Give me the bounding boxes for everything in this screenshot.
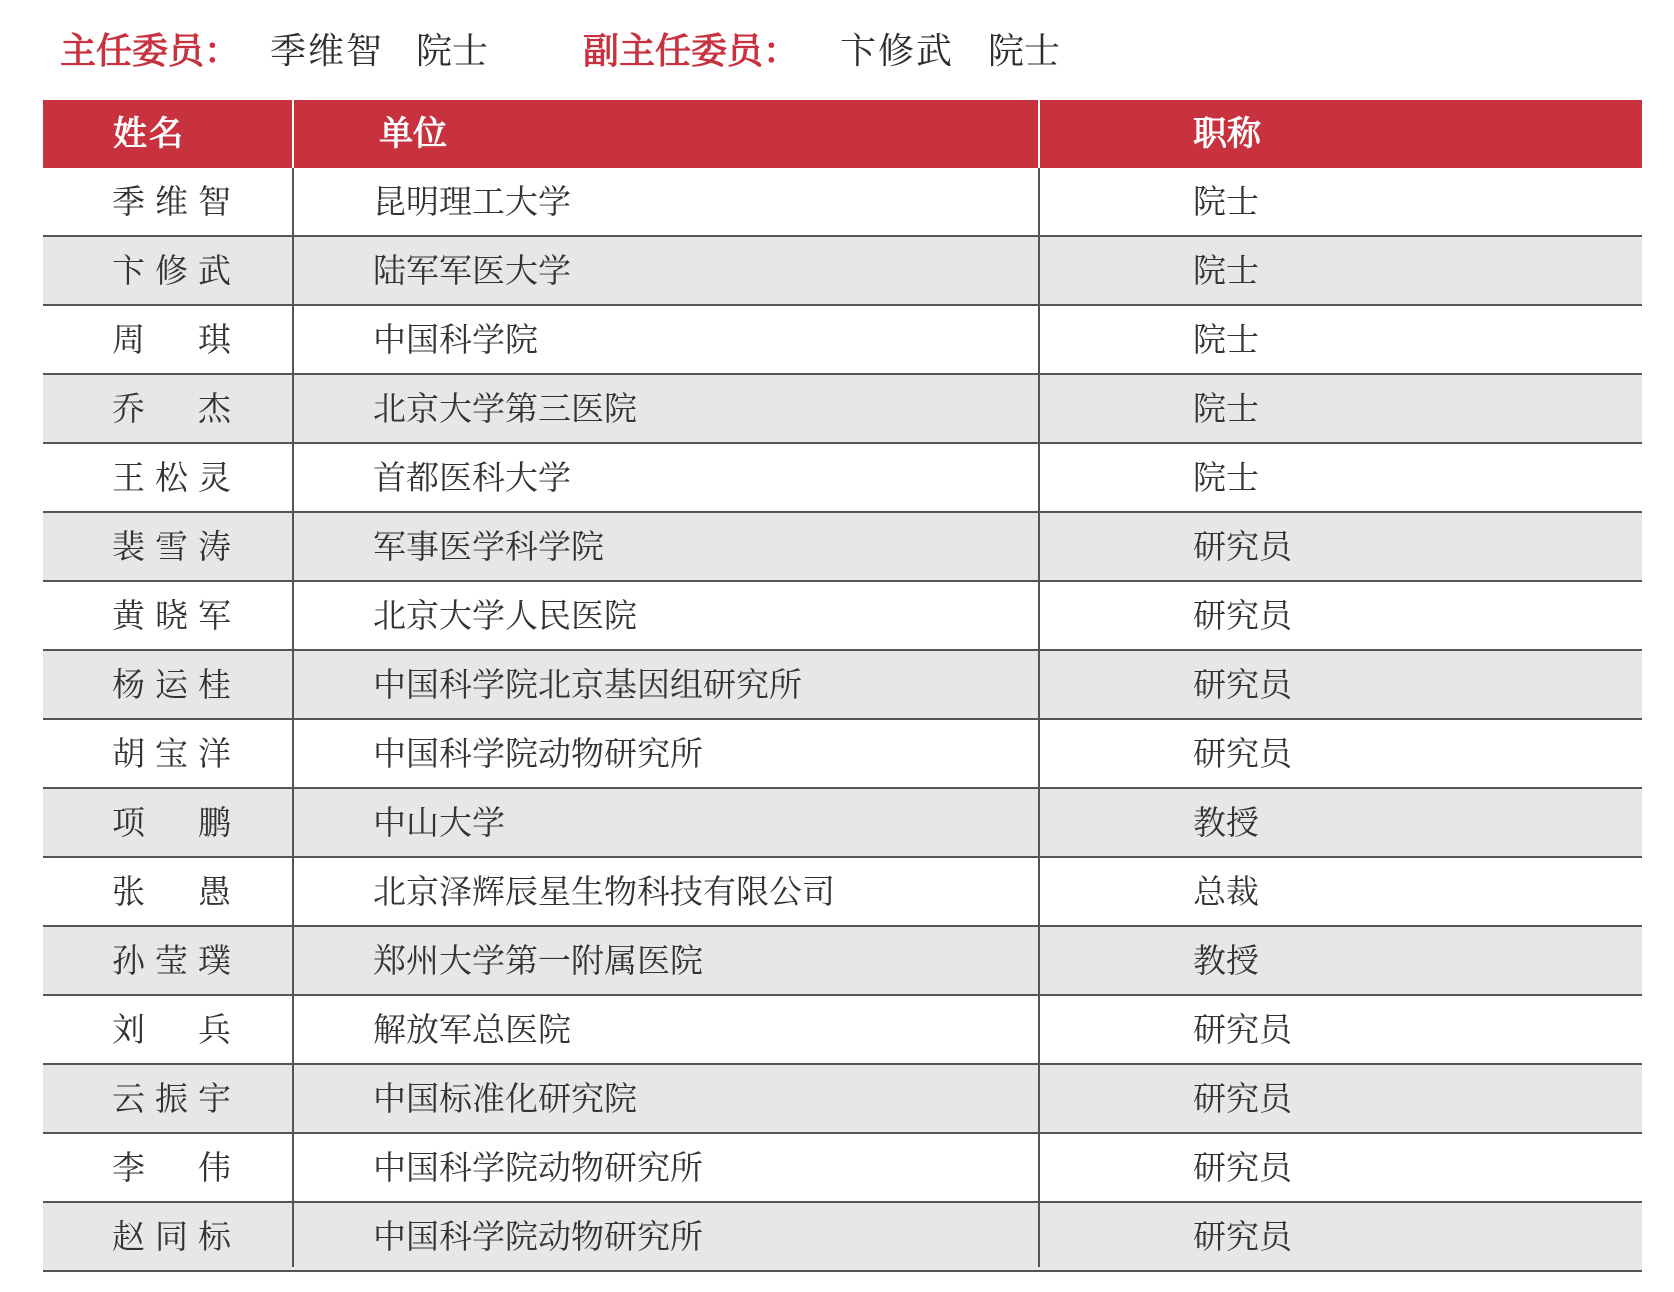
header-divider (1038, 100, 1040, 168)
member-name: 卞修武 (112, 251, 241, 290)
member-unit: 郑州大学第一附属医院 (373, 941, 703, 980)
table-row (43, 1203, 1642, 1272)
member-title: 院士 (1193, 182, 1259, 221)
member-unit: 北京泽辉辰星生物科技有限公司 (373, 872, 835, 911)
table-row (43, 996, 1642, 1065)
member-title: 研究员 (1193, 1148, 1292, 1187)
column-divider (1038, 168, 1040, 1267)
table-row (43, 237, 1642, 306)
member-unit: 解放军总医院 (373, 1010, 571, 1049)
member-unit: 中国标准化研究院 (373, 1079, 637, 1118)
committee-heading (60, 24, 1620, 80)
table-row (43, 720, 1642, 789)
member-title: 研究员 (1193, 1010, 1292, 1049)
member-title: 研究员 (1193, 665, 1292, 704)
member-unit: 中国科学院动物研究所 (373, 1217, 703, 1256)
member-name: 胡宝洋 (112, 734, 241, 773)
table-row (43, 927, 1642, 996)
member-name: 赵同标 (112, 1217, 241, 1256)
member-unit: 昆明理工大学 (373, 182, 571, 221)
member-name: 杨运桂 (112, 665, 241, 704)
table-row (43, 306, 1642, 375)
member-unit: 中山大学 (373, 803, 505, 842)
member-title: 教授 (1193, 941, 1259, 980)
member-unit: 中国科学院 (373, 320, 538, 359)
member-title: 院士 (1193, 320, 1259, 359)
table-body (43, 168, 1642, 1272)
member-name: 黄晓军 (112, 596, 241, 635)
member-name: 项 鹏 (112, 803, 241, 842)
column-header-title: 职称 (1193, 114, 1261, 154)
table-row (43, 651, 1642, 720)
vice-chair-label: 副主任委员： (583, 31, 800, 72)
member-title: 研究员 (1193, 1217, 1292, 1256)
member-title: 研究员 (1193, 527, 1292, 566)
vice-chair-title: 院士 (988, 31, 1061, 72)
member-title: 院士 (1193, 389, 1259, 428)
table-header (43, 100, 1642, 168)
member-unit: 中国科学院北京基因组研究所 (373, 665, 802, 704)
member-title: 院士 (1193, 251, 1259, 290)
table-row (43, 513, 1642, 582)
table-row (43, 858, 1642, 927)
table-row (43, 1065, 1642, 1134)
vice-chair-name: 卞修武 (840, 31, 955, 72)
member-name: 乔 杰 (112, 389, 241, 428)
header-divider (292, 100, 294, 168)
member-title: 研究员 (1193, 1079, 1292, 1118)
member-unit: 北京大学人民医院 (373, 596, 637, 635)
member-title: 院士 (1193, 458, 1259, 497)
member-title: 研究员 (1193, 596, 1292, 635)
member-name: 张 愚 (112, 872, 241, 911)
member-unit: 中国科学院动物研究所 (373, 734, 703, 773)
member-name: 孙莹璞 (112, 941, 241, 980)
member-unit: 中国科学院动物研究所 (373, 1148, 703, 1187)
member-unit: 首都医科大学 (373, 458, 571, 497)
member-title: 总裁 (1193, 872, 1259, 911)
member-unit: 北京大学第三医院 (373, 389, 637, 428)
table-row (43, 789, 1642, 858)
chair-title: 院士 (416, 31, 489, 72)
chair-name: 季维智 (270, 31, 385, 72)
chair-label: 主任委员： (60, 31, 241, 72)
member-name: 周 琪 (112, 320, 241, 359)
column-header-name: 姓名 (113, 114, 185, 154)
member-name: 季维智 (112, 182, 241, 221)
table-row (43, 168, 1642, 237)
table-row (43, 444, 1642, 513)
member-name: 云振宇 (112, 1079, 241, 1118)
member-unit: 军事医学科学院 (373, 527, 604, 566)
member-name: 刘 兵 (112, 1010, 241, 1049)
table-row (43, 1134, 1642, 1203)
column-divider (292, 168, 294, 1267)
member-title: 教授 (1193, 803, 1259, 842)
table-row (43, 582, 1642, 651)
column-header-unit: 单位 (379, 114, 447, 154)
member-table (43, 100, 1642, 1272)
member-title: 研究员 (1193, 734, 1292, 773)
member-name: 裴雪涛 (112, 527, 241, 566)
table-row (43, 375, 1642, 444)
member-name: 李 伟 (112, 1148, 241, 1187)
member-name: 王松灵 (112, 458, 241, 497)
member-unit: 陆军军医大学 (373, 251, 571, 290)
